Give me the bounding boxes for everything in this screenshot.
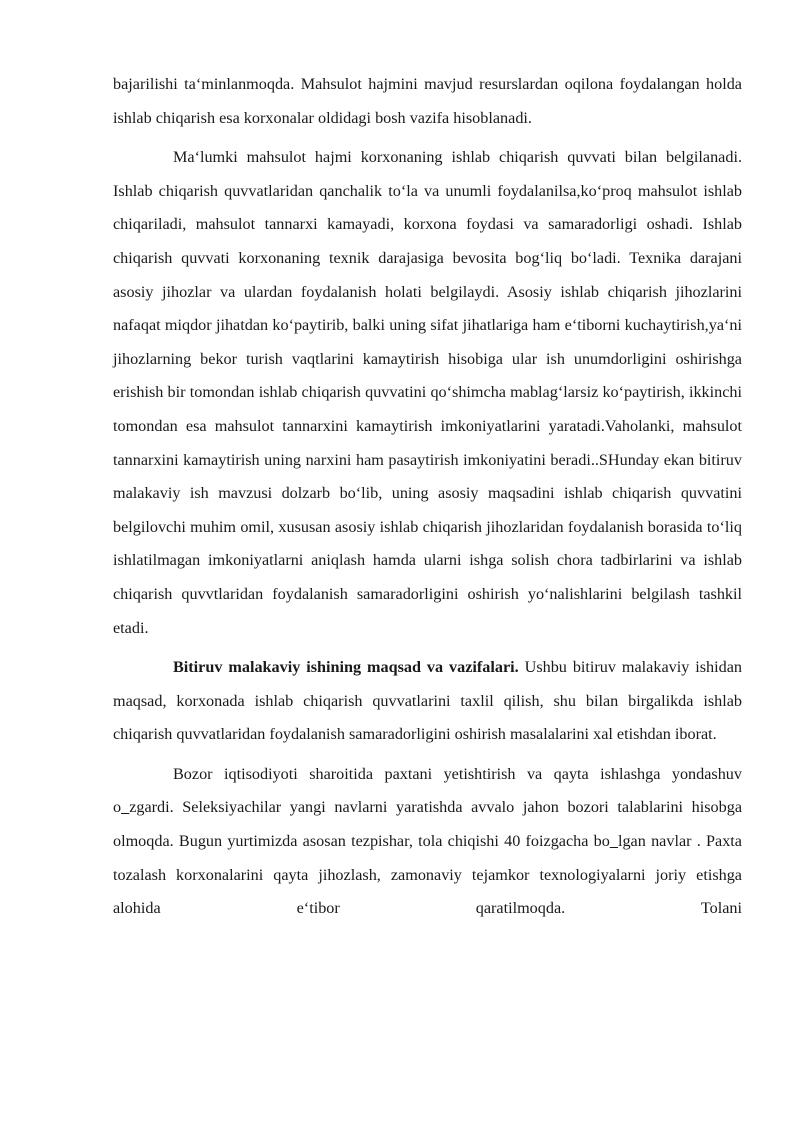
paragraph-2: Ma‘lumki mahsulot hajmi korxonaning ishlab chiqarish quvvati bilan belgilanadi. Ishlab chiqarish quvvatlaridan qanchalik to‘la va unumli foydalanilsa,ko‘proq mahsulot ishlab chiqariladi, mahsulot tannarxi kamayadi, korxona foydasi va samaradorligi oshadi. Ishlab chiqarish quvvati korxonaning texnik darajasiga bevosita bog‘liq bo‘ladi. Texnika darajani asosiy jihozlar va ulardan foydalanish holati belgilaydi. Asosiy ishlab chiqarish jihozlarini nafaqat miqdor jihatdan ko‘paytirib, balki uning sifat jihatlariga ham e‘tiborni kuchaytirish,ya‘ni jihozlarning bekor turish vaqtlarini kamaytirish hisobiga ular ish unumdorligini oshirishga erishish bir tomondan ishlab chiqarish quvvatini qo‘shimcha mablag‘larsiz ko‘paytirish, ikkinchi tomondan esa mahsulot tannarxini kamaytirish imkoniyatlarini yaratadi.Vaholanki, mahsulot tannarxini kamaytirish uning narxini ham pasaytirish imkoniyatini beradi..SHunday ekan bitiruv malakaviy ish mavzusi dolzarb bo‘lib, uning asosiy maqsadini ishlab chiqarish quvvatini belgilovchi muhim omil, xususan asosiy ishlab chiqarish jihozlaridan foydalanish borasida to‘liq ishlatilmagan imkoniyatlarni aniqlash hamda ularni ishga solish chora tadbirlarini va ishlab chiqarish quvvtlaridan foydalanish samaradorligini oshirish yo‘nalishlarini belgilash tashkil etadi.: [113, 148, 742, 637]
paragraph-1: bajarilishi ta‘minlanmoqda. Mahsulot hajmini mavjud resurslardan oqilona foydalangan holda ishlab chiqarish esa korxonalar oldidagi bosh vazifa hisoblanadi.: [113, 75, 742, 127]
paragraph-4-text-a: Bozor iqtisodiyoti sharoitida paxtani yetishtirish va qayta ishlashga yondashuv o: [113, 764, 742, 817]
paragraph-4-underscore-2: _: [609, 832, 618, 851]
section-heading: Bitiruv malakaviy ishining maqsad va vazifalari.: [173, 658, 519, 677]
paragraph-3: [113, 651, 742, 752]
paragraph-4: [113, 758, 742, 926]
paragraph-4-text-b: zgardi. Seleksiyachilar yangi navlarni yaratishda avvalo jahon bozori talablarini hisobga olmoqda. Bugun yurtimizda asosan tezpishar, tola chiqishi 40 foizgacha bo: [113, 798, 742, 851]
paragraph-3-text: Ushbu bitiruv malakaviy ishidan maqsad, korxonada ishlab chiqarish quvvatlarini taxlil qilish, shu bilan birgalikda ishlab chiqarish quvvatlaridan foydalanish samaradorligini oshirish masalalarini xal etishdan iborat.: [113, 658, 742, 744]
document-body: [113, 68, 742, 926]
paragraph-4-underscore-1: _: [121, 798, 130, 817]
paragraph-4-text-c: lgan navlar . Paxta tozalash korxonalarini qayta jihozlash, zamonaviy tejamkor texnologiyalarni joriy etishga alohida e‘tibor qaratilmoqda. Tolani: [113, 832, 742, 918]
